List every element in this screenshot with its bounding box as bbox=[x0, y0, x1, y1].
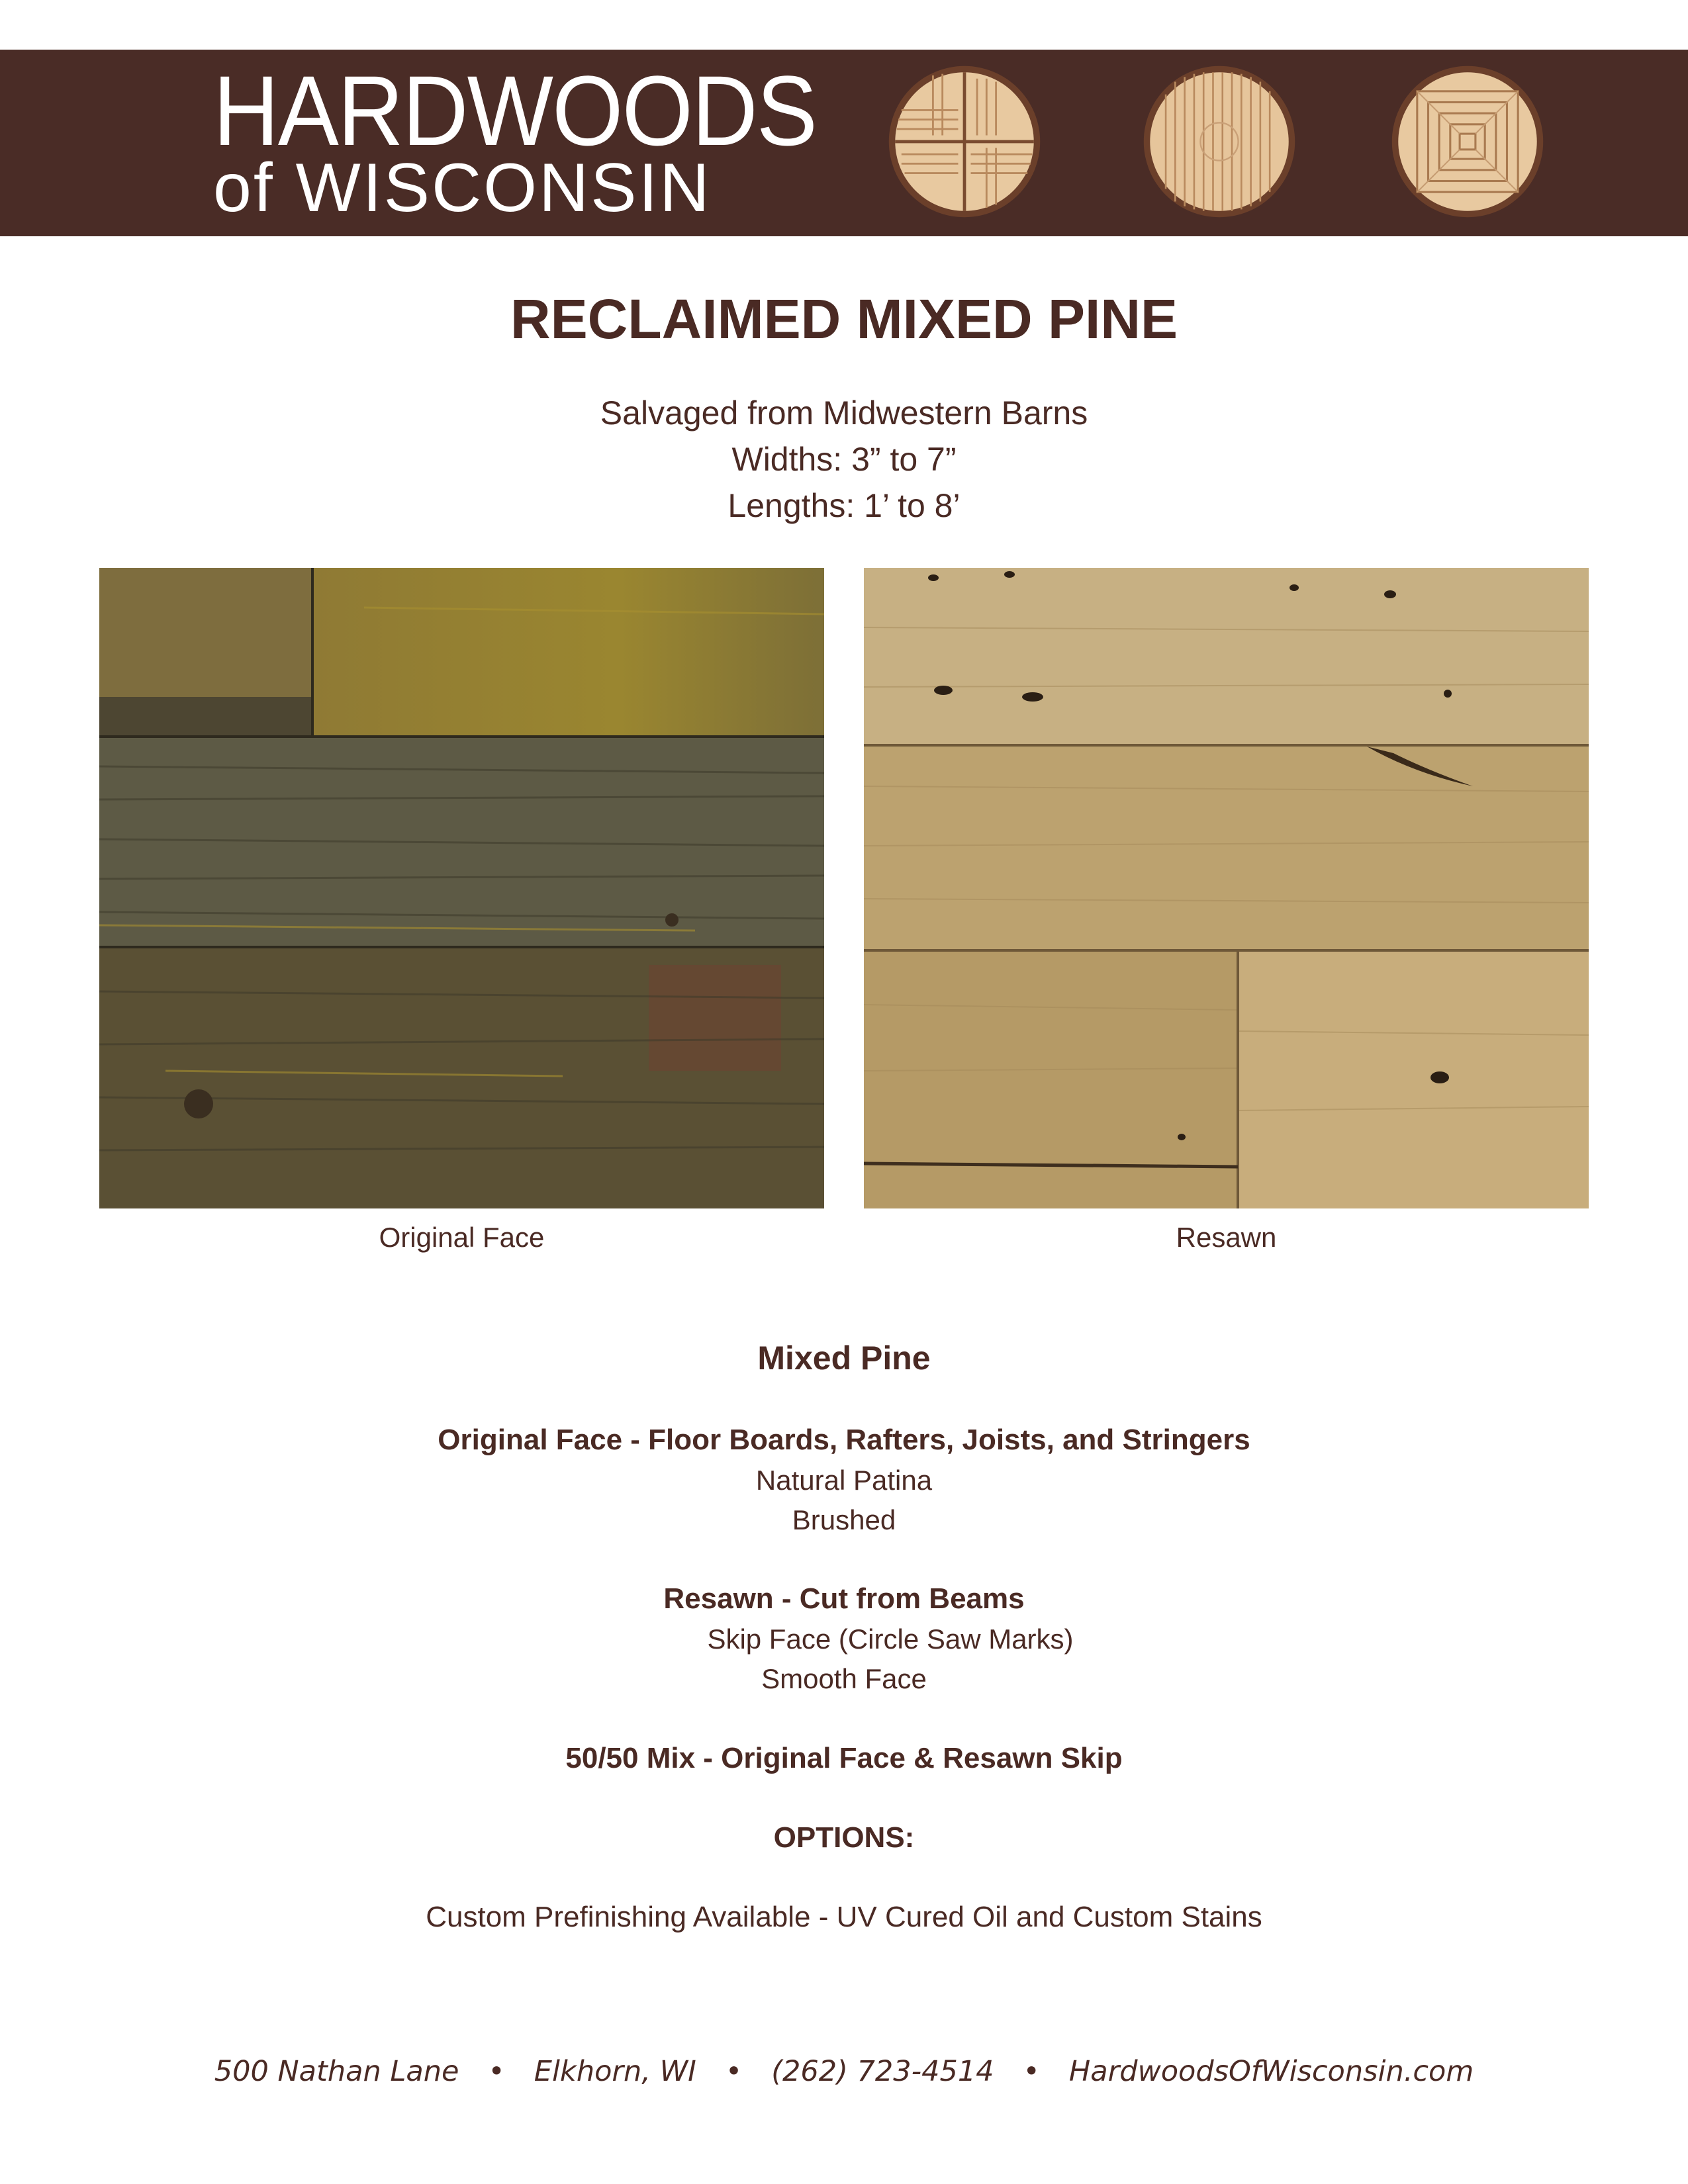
resawn-item: Skip Face (Circle Saw Marks) bbox=[707, 1623, 1074, 1655]
footer-contact bbox=[0, 2052, 1688, 2091]
options-title: OPTIONS: bbox=[773, 1821, 915, 1854]
footer-address: 500 Nathan Lane bbox=[214, 2055, 459, 2088]
resawn-title: Resawn - Cut from Beams bbox=[663, 1582, 1025, 1615]
original-face-item: Natural Patina bbox=[755, 1465, 933, 1496]
footer-separator: • bbox=[1023, 2055, 1040, 2088]
origin-text: Salvaged from Midwestern Barns bbox=[600, 394, 1088, 432]
original-face-caption: Original Face bbox=[379, 1222, 545, 1253]
page-title: RECLAIMED MIXED PINE bbox=[510, 288, 1178, 350]
footer-city: Elkhorn, WI bbox=[534, 2055, 696, 2088]
widths-text: Widths: 3” to 7” bbox=[731, 441, 957, 478]
details-heading: Mixed Pine bbox=[757, 1340, 931, 1377]
lengths-text: Lengths: 1’ to 8’ bbox=[727, 487, 961, 524]
mix-title: 50/50 Mix - Original Face & Resawn Skip bbox=[565, 1742, 1123, 1774]
options-text: Custom Prefinishing Available - UV Cured Oil and Custom Stains bbox=[426, 1901, 1262, 1933]
original-face-item: Brushed bbox=[792, 1504, 896, 1535]
log-rings-icon bbox=[1141, 63, 1298, 220]
log-square-rings-icon bbox=[1389, 63, 1546, 220]
footer-separator: • bbox=[488, 2055, 505, 2088]
resawn-item: Smooth Face bbox=[761, 1663, 927, 1694]
footer-separator: • bbox=[725, 2055, 743, 2088]
original-face-title: Original Face - Floor Boards, Rafters, Joists, and Stringers bbox=[438, 1424, 1250, 1456]
brand-subtitle: of WISCONSIN bbox=[213, 150, 712, 226]
footer-phone[interactable]: (262) 723-4514 bbox=[771, 2055, 994, 2088]
brand-name: HARDWOODS bbox=[213, 55, 817, 166]
footer-website-link[interactable]: HardwoodsOfWisconsin.com bbox=[1068, 2055, 1474, 2088]
log-cross-section-icon bbox=[886, 63, 1043, 220]
resawn-caption: Resawn bbox=[1176, 1222, 1277, 1253]
original-face-photo bbox=[99, 568, 824, 1208]
resawn-photo bbox=[864, 568, 1589, 1208]
